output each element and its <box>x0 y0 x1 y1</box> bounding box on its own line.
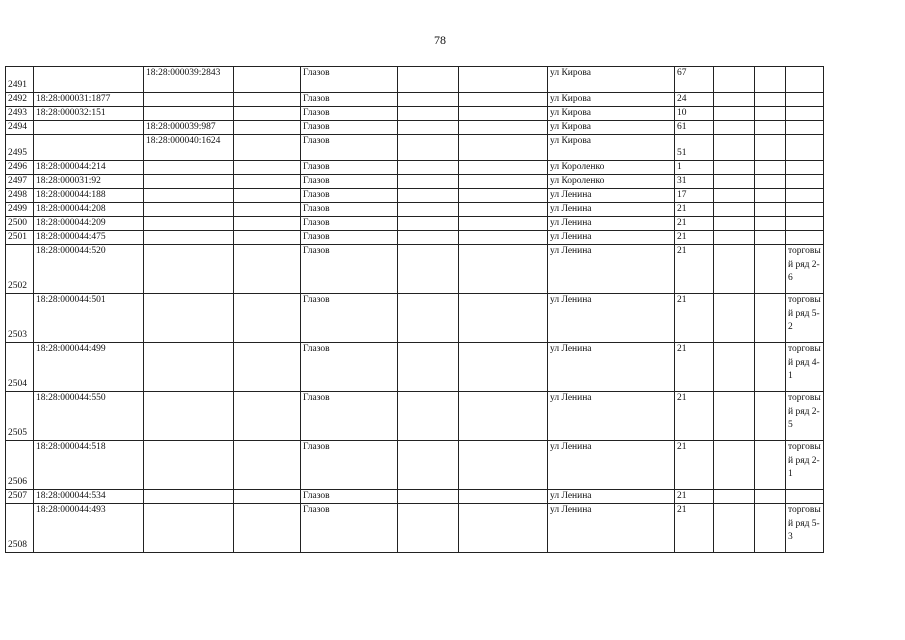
cadastral-number-cell: 18:28:000031:92 <box>34 175 144 189</box>
cadastral-number-cell <box>34 121 144 135</box>
empty-cell <box>234 245 301 294</box>
empty-cell <box>234 343 301 392</box>
note-cell <box>786 161 824 175</box>
table-row <box>6 203 824 217</box>
empty-cell <box>755 441 786 490</box>
city-cell: Глазов <box>301 245 398 294</box>
empty-cell <box>459 343 548 392</box>
row-number-cell: 2505 <box>6 392 34 441</box>
city-cell: Глазов <box>301 135 398 161</box>
empty-cell <box>459 217 548 231</box>
cadastral-number-cell: 18:28:000044:208 <box>34 203 144 217</box>
empty-cell <box>714 93 755 107</box>
cadastral-number-cell: 18:28:000044:188 <box>34 189 144 203</box>
note-cell <box>786 135 824 161</box>
empty-cell <box>234 161 301 175</box>
cadastral-number-cell: 18:28:000031:1877 <box>34 93 144 107</box>
empty-cell <box>755 175 786 189</box>
cadastral-number-alt-cell: 18:28:000039:987 <box>144 121 234 135</box>
house-cell: 21 <box>675 217 714 231</box>
cadastral-number-cell: 18:28:000044:493 <box>34 504 144 553</box>
street-cell: ул Кирова <box>548 93 675 107</box>
cadastral-number-cell: 18:28:000044:518 <box>34 441 144 490</box>
row-number-cell: 2504 <box>6 343 34 392</box>
row-number-cell: 2496 <box>6 161 34 175</box>
empty-cell <box>755 203 786 217</box>
empty-cell <box>234 392 301 441</box>
empty-cell <box>714 441 755 490</box>
street-cell: ул Кирова <box>548 121 675 135</box>
empty-cell <box>234 189 301 203</box>
empty-cell <box>755 161 786 175</box>
empty-cell <box>398 294 459 343</box>
empty-cell <box>398 504 459 553</box>
empty-cell <box>234 67 301 93</box>
city-cell: Глазов <box>301 107 398 121</box>
note-cell <box>786 203 824 217</box>
table-row <box>6 107 824 121</box>
cadastral-number-alt-cell <box>144 504 234 553</box>
empty-cell <box>459 107 548 121</box>
empty-cell <box>398 217 459 231</box>
city-cell: Глазов <box>301 504 398 553</box>
street-cell: ул Ленина <box>548 189 675 203</box>
empty-cell <box>459 441 548 490</box>
cadastral-number-alt-cell <box>144 294 234 343</box>
cadastral-number-cell: 18:28:000044:499 <box>34 343 144 392</box>
table-row <box>6 231 824 245</box>
empty-cell <box>755 93 786 107</box>
city-cell: Глазов <box>301 441 398 490</box>
empty-cell <box>459 135 548 161</box>
house-cell: 21 <box>675 203 714 217</box>
note-cell: торговый ряд 5-3 <box>786 504 824 553</box>
cadastral-number-alt-cell <box>144 107 234 121</box>
house-cell: 17 <box>675 189 714 203</box>
empty-cell <box>459 392 548 441</box>
row-number-cell: 2492 <box>6 93 34 107</box>
street-cell: ул Ленина <box>548 392 675 441</box>
note-cell <box>786 107 824 121</box>
house-cell: 21 <box>675 441 714 490</box>
page-number: 78 <box>434 33 446 47</box>
table-row <box>6 135 824 161</box>
table-row <box>6 67 824 93</box>
note-cell <box>786 175 824 189</box>
empty-cell <box>234 441 301 490</box>
street-cell: ул Кирова <box>548 107 675 121</box>
cadastral-number-alt-cell: 18:28:000039:2843 <box>144 67 234 93</box>
empty-cell <box>234 135 301 161</box>
cadastral-number-cell <box>34 67 144 93</box>
empty-cell <box>714 217 755 231</box>
empty-cell <box>755 231 786 245</box>
empty-cell <box>398 175 459 189</box>
table-row <box>6 343 824 392</box>
cadastral-number-alt-cell <box>144 161 234 175</box>
empty-cell <box>459 245 548 294</box>
cadastral-number-cell: 18:28:000044:209 <box>34 217 144 231</box>
house-cell: 67 <box>675 67 714 93</box>
empty-cell <box>459 175 548 189</box>
empty-cell <box>459 504 548 553</box>
cadastral-number-cell: 18:28:000044:534 <box>34 490 144 504</box>
empty-cell <box>755 217 786 231</box>
note-cell <box>786 231 824 245</box>
empty-cell <box>714 107 755 121</box>
house-cell: 21 <box>675 490 714 504</box>
street-cell: ул Кирова <box>548 135 675 161</box>
empty-cell <box>755 392 786 441</box>
table-row <box>6 245 824 294</box>
empty-cell <box>459 490 548 504</box>
empty-cell <box>398 203 459 217</box>
table-row <box>6 490 824 504</box>
empty-cell <box>459 231 548 245</box>
house-cell: 1 <box>675 161 714 175</box>
street-cell: ул Ленина <box>548 203 675 217</box>
empty-cell <box>755 107 786 121</box>
empty-cell <box>459 161 548 175</box>
city-cell: Глазов <box>301 231 398 245</box>
house-cell: 10 <box>675 107 714 121</box>
cadastral-number-alt-cell <box>144 203 234 217</box>
house-cell: 21 <box>675 245 714 294</box>
empty-cell <box>234 294 301 343</box>
cadastral-number-cell: 18:28:000044:550 <box>34 392 144 441</box>
city-cell: Глазов <box>301 392 398 441</box>
city-cell: Глазов <box>301 343 398 392</box>
empty-cell <box>398 392 459 441</box>
empty-cell <box>459 294 548 343</box>
note-cell: торговый ряд 5-2 <box>786 294 824 343</box>
street-cell: ул Короленко <box>548 161 675 175</box>
cadastral-number-cell: 18:28:000044:501 <box>34 294 144 343</box>
table-row <box>6 121 824 135</box>
note-cell: торговый ряд 4-1 <box>786 343 824 392</box>
note-cell: торговый ряд 2-5 <box>786 392 824 441</box>
empty-cell <box>234 93 301 107</box>
row-number-cell: 2499 <box>6 203 34 217</box>
table-row <box>6 441 824 490</box>
row-number-cell: 2491 <box>6 67 34 93</box>
empty-cell <box>755 67 786 93</box>
empty-cell <box>398 161 459 175</box>
empty-cell <box>459 93 548 107</box>
cadastral-number-alt-cell <box>144 93 234 107</box>
row-number-cell: 2500 <box>6 217 34 231</box>
empty-cell <box>234 217 301 231</box>
house-cell: 21 <box>675 392 714 441</box>
empty-cell <box>714 231 755 245</box>
house-cell: 51 <box>675 135 714 161</box>
empty-cell <box>234 504 301 553</box>
house-cell: 61 <box>675 121 714 135</box>
street-cell: ул Ленина <box>548 231 675 245</box>
note-cell: торговый ряд 2-1 <box>786 441 824 490</box>
empty-cell <box>398 490 459 504</box>
row-number-cell: 2497 <box>6 175 34 189</box>
table-row <box>6 161 824 175</box>
empty-cell <box>234 107 301 121</box>
empty-cell <box>714 245 755 294</box>
empty-cell <box>459 121 548 135</box>
table-row <box>6 392 824 441</box>
empty-cell <box>234 490 301 504</box>
street-cell: ул Ленина <box>548 245 675 294</box>
row-number-cell: 2507 <box>6 490 34 504</box>
row-number-cell: 2498 <box>6 189 34 203</box>
empty-cell <box>714 490 755 504</box>
street-cell: ул Ленина <box>548 441 675 490</box>
house-cell: 21 <box>675 343 714 392</box>
note-cell <box>786 67 824 93</box>
cadastral-number-alt-cell <box>144 175 234 189</box>
empty-cell <box>755 294 786 343</box>
city-cell: Глазов <box>301 189 398 203</box>
note-cell <box>786 189 824 203</box>
city-cell: Глазов <box>301 217 398 231</box>
house-cell: 31 <box>675 175 714 189</box>
empty-cell <box>398 343 459 392</box>
registry-body <box>6 67 824 553</box>
row-number-cell: 2503 <box>6 294 34 343</box>
cadastral-number-alt-cell <box>144 245 234 294</box>
cadastral-number-cell: 18:28:000044:475 <box>34 231 144 245</box>
empty-cell <box>459 189 548 203</box>
empty-cell <box>459 203 548 217</box>
registry-table <box>5 66 824 553</box>
empty-cell <box>755 135 786 161</box>
empty-cell <box>755 189 786 203</box>
cadastral-number-alt-cell <box>144 189 234 203</box>
cadastral-number-alt-cell: 18:28:000040:1624 <box>144 135 234 161</box>
empty-cell <box>714 294 755 343</box>
cadastral-number-cell: 18:28:000044:520 <box>34 245 144 294</box>
cadastral-number-alt-cell <box>144 441 234 490</box>
city-cell: Глазов <box>301 93 398 107</box>
cadastral-number-alt-cell <box>144 490 234 504</box>
house-cell: 21 <box>675 231 714 245</box>
empty-cell <box>234 231 301 245</box>
empty-cell <box>398 93 459 107</box>
cadastral-number-cell: 18:28:000044:214 <box>34 161 144 175</box>
table-row <box>6 93 824 107</box>
empty-cell <box>714 189 755 203</box>
city-cell: Глазов <box>301 490 398 504</box>
city-cell: Глазов <box>301 161 398 175</box>
empty-cell <box>714 135 755 161</box>
empty-cell <box>234 121 301 135</box>
empty-cell <box>398 121 459 135</box>
empty-cell <box>398 441 459 490</box>
cadastral-number-alt-cell <box>144 231 234 245</box>
empty-cell <box>398 231 459 245</box>
street-cell: ул Ленина <box>548 294 675 343</box>
cadastral-number-cell: 18:28:000032:151 <box>34 107 144 121</box>
table-row <box>6 175 824 189</box>
table-row <box>6 504 824 553</box>
street-cell: ул Кирова <box>548 67 675 93</box>
empty-cell <box>459 67 548 93</box>
note-cell <box>786 490 824 504</box>
empty-cell <box>755 343 786 392</box>
empty-cell <box>714 161 755 175</box>
row-number-cell: 2502 <box>6 245 34 294</box>
empty-cell <box>755 121 786 135</box>
empty-cell <box>755 504 786 553</box>
empty-cell <box>714 392 755 441</box>
empty-cell <box>234 175 301 189</box>
cadastral-number-alt-cell <box>144 217 234 231</box>
table-row <box>6 217 824 231</box>
note-cell <box>786 217 824 231</box>
street-cell: ул Ленина <box>548 217 675 231</box>
empty-cell <box>714 121 755 135</box>
street-cell: ул Ленина <box>548 343 675 392</box>
cadastral-number-alt-cell <box>144 392 234 441</box>
empty-cell <box>234 203 301 217</box>
empty-cell <box>714 175 755 189</box>
street-cell: ул Короленко <box>548 175 675 189</box>
empty-cell <box>714 203 755 217</box>
empty-cell <box>714 343 755 392</box>
note-cell: торговый ряд 2-6 <box>786 245 824 294</box>
city-cell: Глазов <box>301 294 398 343</box>
note-cell <box>786 93 824 107</box>
city-cell: Глазов <box>301 175 398 189</box>
city-cell: Глазов <box>301 67 398 93</box>
empty-cell <box>398 107 459 121</box>
empty-cell <box>398 189 459 203</box>
empty-cell <box>398 245 459 294</box>
empty-cell <box>755 490 786 504</box>
row-number-cell: 2495 <box>6 135 34 161</box>
city-cell: Глазов <box>301 203 398 217</box>
city-cell: Глазов <box>301 121 398 135</box>
note-cell <box>786 121 824 135</box>
row-number-cell: 2506 <box>6 441 34 490</box>
table-row <box>6 189 824 203</box>
empty-cell <box>714 504 755 553</box>
house-cell: 21 <box>675 504 714 553</box>
empty-cell <box>755 245 786 294</box>
row-number-cell: 2494 <box>6 121 34 135</box>
table-row <box>6 294 824 343</box>
cadastral-number-cell <box>34 135 144 161</box>
cadastral-number-alt-cell <box>144 343 234 392</box>
empty-cell <box>714 67 755 93</box>
house-cell: 21 <box>675 294 714 343</box>
street-cell: ул Ленина <box>548 504 675 553</box>
street-cell: ул Ленина <box>548 490 675 504</box>
row-number-cell: 2493 <box>6 107 34 121</box>
row-number-cell: 2508 <box>6 504 34 553</box>
empty-cell <box>398 67 459 93</box>
house-cell: 24 <box>675 93 714 107</box>
row-number-cell: 2501 <box>6 231 34 245</box>
empty-cell <box>398 135 459 161</box>
